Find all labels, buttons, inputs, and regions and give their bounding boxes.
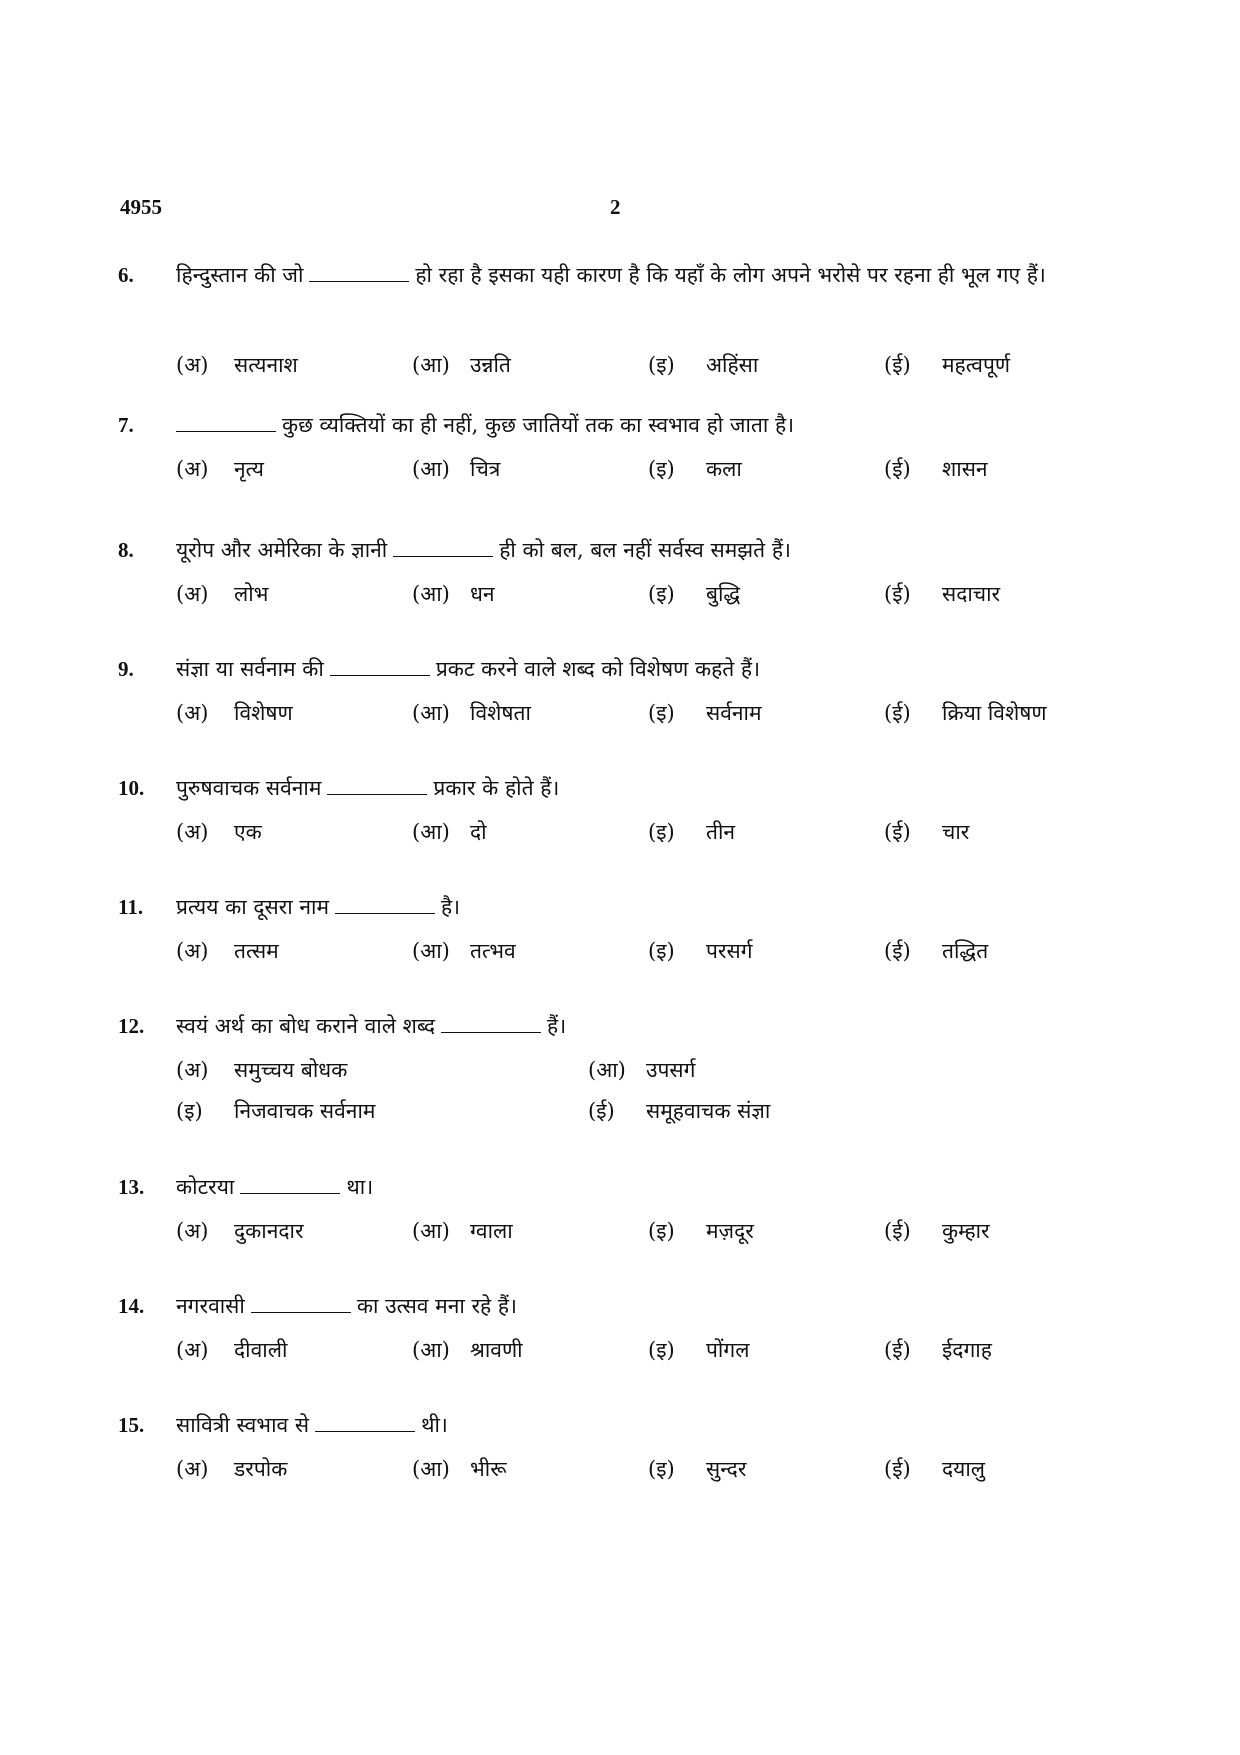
option-aa — [412, 1330, 523, 1370]
option-aa — [412, 449, 500, 489]
option-aa — [412, 1211, 513, 1251]
question-text-after: ही को बल, बल नहीं सर्वस्व समझते हैं। — [499, 538, 791, 562]
question-text — [176, 530, 1076, 570]
question-text — [176, 1167, 1076, 1207]
option-aa — [412, 812, 487, 852]
option-text: भीरू — [470, 1457, 507, 1481]
option-label: (ई) — [884, 457, 911, 481]
question-number: 6. — [118, 263, 134, 287]
option-text: श्रावणी — [470, 1338, 523, 1362]
option-text: परसर्ग — [706, 939, 753, 963]
option-label: (इ) — [648, 457, 675, 481]
option-i — [648, 1211, 754, 1251]
option-label: (अ) — [176, 582, 209, 606]
option-label: (इ) — [648, 820, 675, 844]
option-text: चित्र — [470, 457, 501, 481]
option-label: (अ) — [176, 353, 209, 377]
option-text: लोभ — [234, 582, 269, 606]
option-label: (अ) — [176, 1338, 209, 1362]
option-a — [176, 931, 279, 971]
option-label: (आ) — [412, 820, 450, 844]
option-i — [648, 449, 742, 489]
answer-blank — [251, 1290, 351, 1313]
option-a — [176, 449, 264, 489]
option-i — [648, 931, 753, 971]
option-ii — [884, 931, 988, 971]
question-text — [176, 1286, 1076, 1326]
option-text: तत्सम — [234, 939, 279, 963]
option-a — [176, 1330, 287, 1370]
option-label: (आ) — [412, 1338, 450, 1362]
option-ii — [884, 345, 1010, 385]
option-label: (इ) — [648, 1457, 675, 1481]
question-number: 13. — [118, 1175, 145, 1199]
question-text — [176, 255, 1076, 295]
option-text: सत्यनाश — [234, 353, 298, 377]
question-number: 11. — [118, 895, 144, 919]
option-text: ग्वाला — [470, 1219, 513, 1243]
option-text: दुकानदार — [234, 1219, 304, 1243]
option-text: कला — [706, 457, 742, 481]
option-label: (अ) — [176, 1457, 209, 1481]
option-text: समूहवाचक संज्ञा — [646, 1099, 771, 1123]
question-number: 12. — [118, 1014, 145, 1038]
option-label: (ई) — [884, 701, 911, 725]
question-text-before: स्वयं अर्थ का बोध कराने वाले शब्द — [176, 1014, 436, 1038]
option-text: एक — [234, 820, 262, 844]
option-label: (इ) — [648, 1219, 675, 1243]
option-label: (अ) — [176, 1219, 209, 1243]
question-text-after: कुछ व्यक्तियों का ही नहीं, कुछ जातियों तक का स्वभाव हो जाता है। — [282, 413, 795, 437]
question-text — [176, 1006, 1076, 1046]
option-label: (ई) — [588, 1099, 615, 1123]
option-a — [176, 1449, 287, 1489]
question-text-after: थी। — [421, 1413, 448, 1437]
option-ii — [884, 1449, 985, 1489]
page-number: 2 — [610, 195, 621, 219]
option-a — [176, 812, 262, 852]
option-i — [648, 1330, 749, 1370]
option-a — [176, 1211, 304, 1251]
question-text-before: यूरोप और अमेरिका के ज्ञानी — [176, 538, 388, 562]
question-text-after: प्रकार के होते हैं। — [433, 776, 560, 800]
option-i — [648, 812, 735, 852]
option-aa — [588, 1050, 695, 1090]
option-text: उन्नति — [470, 353, 511, 377]
question-text-before: कोटरया — [176, 1175, 235, 1199]
option-label: (ई) — [884, 1338, 911, 1362]
option-label: (ई) — [884, 1457, 911, 1481]
option-text: समुच्चय बोधक — [234, 1058, 348, 1082]
question-text-after: हैं। — [547, 1014, 567, 1038]
option-text: सुन्दर — [706, 1457, 747, 1481]
option-a — [176, 574, 268, 614]
option-aa — [412, 931, 516, 971]
question-number: 14. — [118, 1294, 145, 1318]
question-number: 10. — [118, 776, 145, 800]
answer-blank — [327, 772, 427, 795]
option-label: (इ) — [648, 1338, 675, 1362]
question-text-before: संज्ञा या सर्वनाम की — [176, 657, 324, 681]
question-text — [176, 1405, 1076, 1445]
option-text: डरपोक — [234, 1457, 288, 1481]
answer-blank — [393, 534, 493, 557]
option-text: विशेषण — [234, 701, 293, 725]
answer-blank — [309, 259, 409, 282]
option-ii — [884, 693, 1047, 733]
option-label: (आ) — [412, 1457, 450, 1481]
question-number: 8. — [118, 538, 134, 562]
option-ii — [884, 1211, 990, 1251]
option-i — [648, 1449, 746, 1489]
option-text: सदाचार — [942, 582, 1001, 606]
option-text: सर्वनाम — [706, 701, 762, 725]
question-number: 9. — [118, 657, 134, 681]
option-a — [176, 1050, 347, 1090]
question-text-after: था। — [346, 1175, 374, 1199]
option-i — [176, 1091, 375, 1131]
option-label: (आ) — [412, 701, 450, 725]
option-label: (ई) — [884, 820, 911, 844]
option-text: तद्धित — [942, 939, 989, 963]
question-text — [176, 649, 1076, 689]
option-text: तत्भव — [470, 939, 516, 963]
option-aa — [412, 345, 511, 385]
option-label: (आ) — [412, 1219, 450, 1243]
option-text: चार — [942, 820, 970, 844]
option-text: निजवाचक सर्वनाम — [234, 1099, 376, 1123]
option-label: (ई) — [884, 353, 911, 377]
option-ii — [884, 812, 969, 852]
question-text-before: नगरवासी — [176, 1294, 245, 1318]
option-label: (आ) — [412, 582, 450, 606]
option-text: अहिंसा — [706, 353, 759, 377]
question-text-before: प्रत्यय का दूसरा नाम — [176, 895, 330, 919]
option-label: (ई) — [884, 1219, 911, 1243]
option-aa — [412, 574, 495, 614]
option-label: (अ) — [176, 701, 209, 725]
option-i — [648, 574, 740, 614]
answer-blank — [330, 653, 430, 676]
answer-blank — [176, 409, 276, 432]
question-number: 15. — [118, 1413, 145, 1437]
option-text: तीन — [706, 820, 736, 844]
option-text: धन — [470, 582, 495, 606]
option-ii — [884, 574, 1000, 614]
option-label: (अ) — [176, 820, 209, 844]
paper-code: 4955 — [120, 195, 162, 219]
option-label: (इ) — [648, 353, 675, 377]
option-label: (अ) — [176, 939, 209, 963]
question-text-before: पुरुषवाचक सर्वनाम — [176, 776, 322, 800]
option-text: दो — [470, 820, 487, 844]
option-label: (आ) — [412, 353, 450, 377]
option-text: ईदगाह — [942, 1338, 992, 1362]
question-text-before: हिन्दुस्तान की जो — [176, 263, 304, 287]
question-text — [176, 405, 1076, 445]
option-i — [648, 345, 758, 385]
option-aa — [412, 1449, 507, 1489]
option-text: नृत्य — [234, 457, 264, 481]
option-a — [176, 693, 293, 733]
option-label: (इ) — [176, 1099, 203, 1123]
option-i — [648, 693, 762, 733]
option-label: (अ) — [176, 1058, 209, 1082]
question-text-after: है। — [441, 895, 461, 919]
option-label: (आ) — [588, 1058, 626, 1082]
question-text-before: सावित्री स्वभाव से — [176, 1413, 310, 1437]
answer-blank — [240, 1171, 340, 1194]
answer-blank — [441, 1010, 541, 1033]
option-label: (आ) — [412, 457, 450, 481]
question-text — [176, 768, 1076, 808]
option-text: दयालु — [942, 1457, 986, 1481]
option-ii — [884, 1330, 992, 1370]
question-number: 7. — [118, 413, 134, 437]
option-text: पोंगल — [706, 1338, 750, 1362]
option-text: दीवाली — [234, 1338, 288, 1362]
option-text: क्रिया विशेषण — [942, 701, 1047, 725]
answer-blank — [315, 1409, 415, 1432]
question-text-after: प्रकट करने वाले शब्द को विशेषण कहते हैं। — [435, 657, 761, 681]
option-text: शासन — [942, 457, 988, 481]
question-text — [176, 887, 1076, 927]
option-a — [176, 345, 298, 385]
option-text: कुम्हार — [942, 1219, 990, 1243]
option-text: महत्वपूर्ण — [942, 353, 1011, 377]
option-label: (ई) — [884, 582, 911, 606]
question-text-after: हो रहा है इसका यही कारण है कि यहाँ के लोग अपने भरोसे पर रहना ही भूल गए हैं। — [415, 263, 1046, 287]
option-label: (आ) — [412, 939, 450, 963]
option-text: बुद्धि — [706, 582, 741, 606]
option-text: उपसर्ग — [646, 1058, 696, 1082]
option-ii — [588, 1091, 770, 1131]
option-label: (इ) — [648, 939, 675, 963]
option-label: (अ) — [176, 457, 209, 481]
option-ii — [884, 449, 988, 489]
question-text-after: का उत्सव मना रहे हैं। — [356, 1294, 517, 1318]
option-aa — [412, 693, 531, 733]
answer-blank — [335, 891, 435, 914]
option-label: (ई) — [884, 939, 911, 963]
option-text: मज़दूर — [706, 1219, 754, 1243]
option-label: (इ) — [648, 582, 675, 606]
option-text: विशेषता — [470, 701, 531, 725]
option-label: (इ) — [648, 701, 675, 725]
